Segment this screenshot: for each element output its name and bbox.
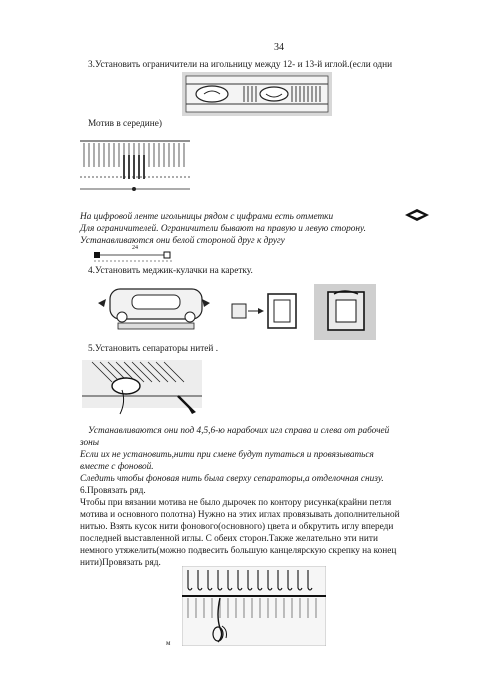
step6-line2 (80, 498, 391, 509)
cam-photo-figure (314, 284, 376, 340)
step6-line3: мотива и основного полотна) Нужно на этих иглах провязывать дополнительной (80, 510, 400, 520)
step6-line2-cut: петля (369, 498, 392, 508)
thread-separator-figure (82, 360, 202, 422)
step5-line1: 5.Установить сепараторы нитей . (88, 344, 219, 354)
note-ruler-line2: Для ограничителей. Ограничители бывают на правую и левую сторону. (80, 224, 366, 234)
motif-needles-figure (80, 135, 190, 195)
step6-line5: последней выставленной иглы. С обеих сторон.Также желательно эти нити (80, 534, 378, 544)
step6-line7: нити)Провязать ряд. (80, 558, 161, 568)
step3-line1: 3.Установить ограничители на игольницу между 12- и 13-й иглой.(если одни (88, 60, 393, 70)
step4-line1: 4.Установить меджик-кулачки на каретку. (88, 266, 253, 276)
note-separators-line3: Если их не установить,нити при смене будут путаться и провязываться (80, 450, 374, 460)
note-ruler-line1: На цифровой ленте игольницы рядом с цифрами есть отметки (80, 212, 334, 222)
page-number: 34 (274, 42, 284, 53)
step6-line4: нитью. Взять кусок нити фонового(основного) цвета и обкрутить иглу впереди (80, 522, 394, 532)
ruler-figure (92, 245, 182, 264)
step6-line6: немного утяжелить(можно подвесить большую канцелярскую скрепку на конец (80, 546, 397, 556)
needle-bed-stopper-figure (182, 72, 332, 116)
carriage-cam-figure (92, 283, 217, 335)
note-separators-line2: зоны (80, 438, 100, 448)
note-separators-line4: вместе с фоновой. (80, 462, 154, 472)
ruler-label: 24 (132, 245, 138, 251)
diamond-mark-icon (404, 208, 430, 222)
cam-insert-figure (226, 290, 300, 336)
note-ruler-line3: Устанавливаются они белой стороной друг к другу (80, 236, 285, 246)
note-separators-line1: Устанавливаются они под 4,5,6-ю нарабочих игл справа и слева от рабочей (88, 426, 390, 436)
note-separators-line5: Следить чтобы фоновая нить была сверху сепараторы,а отделочная снизу. (80, 474, 384, 484)
step6-line2-text: Чтобы при вязании мотива не было дырочек по контору рисунка(крайни (80, 498, 368, 508)
weighted-threads-figure (182, 566, 326, 646)
figure-label-m: м (166, 639, 171, 647)
step3-line2: Мотив в середине) (88, 119, 162, 129)
step6-line1: 6.Провязать ряд. (80, 486, 146, 496)
